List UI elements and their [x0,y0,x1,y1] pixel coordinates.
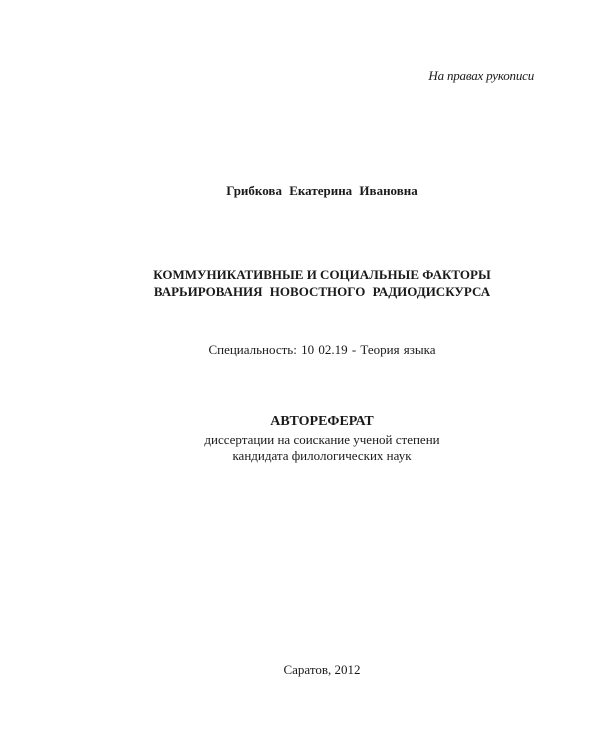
abstract-heading: АВТОРЕФЕРАТ [270,414,374,429]
title-line-1: КОММУНИКАТИВНЫЕ И СОЦИАЛЬНЫЕ ФАКТОРЫ [153,267,491,282]
rights-note: На правах рукописи [428,68,534,83]
author-name: Грибкова Екатерина Ивановна [226,183,418,198]
abstract-subtitle-line-2: кандидата филологических наук [232,448,412,463]
abstract-subtitle [0,432,602,464]
specialty-line: Специальность: 10 02.19 - Теория языка [208,342,436,357]
abstract-subtitle-line-1: диссертации на соискание ученой степени [204,432,440,447]
title-line-2: ВАРЬИРОВАНИЯ НОВОСТНОГО РАДИОДИСКУРСА [153,284,491,299]
city-year: Саратов, 2012 [283,662,361,677]
dissertation-title [0,266,602,300]
